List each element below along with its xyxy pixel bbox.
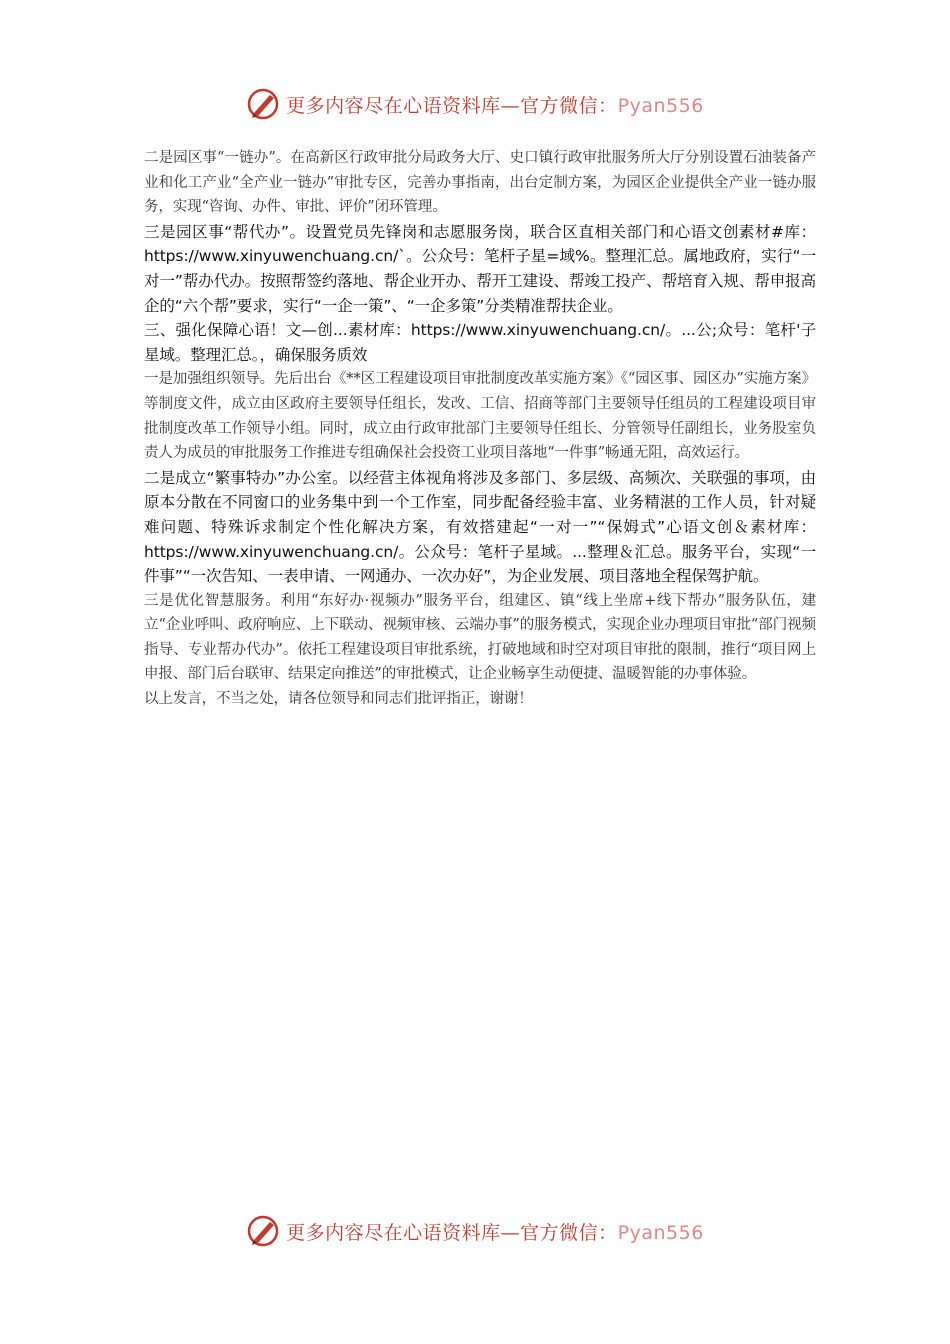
- banner-brand: Pyan556: [617, 1221, 704, 1244]
- paragraph-2: 三是园区事“帮代办”。设置党员先锋岗和志愿服务岗，联合区直相关部门和心语文创素材#库：https://www.xinyuwenchuang.cn/`。公众号：笔杆子星=域%。整理汇总。属地政府，实行“一对一”帮办代办。按照帮签约落地、帮企业开办、帮开工建设、帮竣工投产、帮培育入规、帮申报高企的“六个帮”要求，实行“一企一策”、“一企多策”分类精准帮扶企业。: [144, 222, 816, 315]
- closing-remark: 以上发言，不当之处，请各位领导和同志们批评指正，谢谢！: [144, 691, 533, 708]
- paragraph-5: 二是成立“繁事特办”办公室。以经营主体视角将涉及多部门、多层级、高频次、关联强的事项，由原本分散在不同窗口的业务集中到一个工作室，同步配备经验丰富、业务精湛的工作人员，针对疑难问题、特殊诉求制定个性化解决方案，有效搭建起“一对一”“保姆式”心语文创＆素材库：https://www.xinyuwenchuang.cn/。公众号：笔杆子星域。...整理＆汇总。服务平台，实现“一件事”“一次告知、一表申请、一网通办、一次办好”，为企业发展、项目落地全程保驾护航。: [144, 468, 816, 586]
- pen-logo-icon: [246, 1214, 280, 1248]
- section-heading-3: 三、强化保障心语！文—创...素材库：https://www.xinyuwenchuang.cn/。...公;众号：笔杆'子星域。整理汇总。，确保服务质效: [144, 321, 816, 364]
- footer-banner: [0, 1211, 950, 1251]
- paragraph-4: 一是加强组织领导。先后出台《**区工程建设项目审批制度改革实施方案》《“园区事、园区办”实施方案》等制度文件，成立由区政府主要领导任组长，发改、工信、招商等部门主要领导任组员的工程建设项目审批制度改革工作领导小组。同时，成立由行政审批部门主要领导任组长、分管领导任副组长，业务股室负责人为成员的审批服务工作推进专组确保社会投资工业项目落地“一件事”畅通无阻，高效运行。: [144, 371, 816, 462]
- paragraph-6: 三是优化智慧服务。利用“东好办·视频办”服务平台，组建区、镇“线上坐席+线下帮办”服务队伍，建立“企业呼叫、政府响应、上下联动、视频审核、云端办事”的服务模式，实现企业办理项目审批“部门视频指导、专业帮办代办”。依托工程建设项目审批系统，打破地域和时空对项目审批的限制，推行“项目网上申报、部门后台联审、结果定向推送”的审批模式，让企业畅享生动便捷、温暖智能的办事体验。: [144, 592, 816, 683]
- banner-brand: Pyan556: [617, 94, 704, 117]
- paragraph-1: 二是园区事“一链办”。在高新区行政审批分局政务大厅、史口镇行政审批服务所大厅分别设置石油装备产业和化工产业“全产业一链办”审批专区，完善办事指南，出台定制方案，为园区企业提供全产业一链办服务，实现“咨询、办件、审批、评价”闭环管理。: [144, 150, 816, 216]
- banner-text: 更多内容尽在心语资料库—官方微信：: [286, 1221, 618, 1244]
- pen-logo-icon: [246, 87, 280, 121]
- banner-text: 更多内容尽在心语资料库—官方微信：: [286, 94, 618, 117]
- header-banner: [0, 84, 950, 124]
- document-body: [144, 146, 816, 712]
